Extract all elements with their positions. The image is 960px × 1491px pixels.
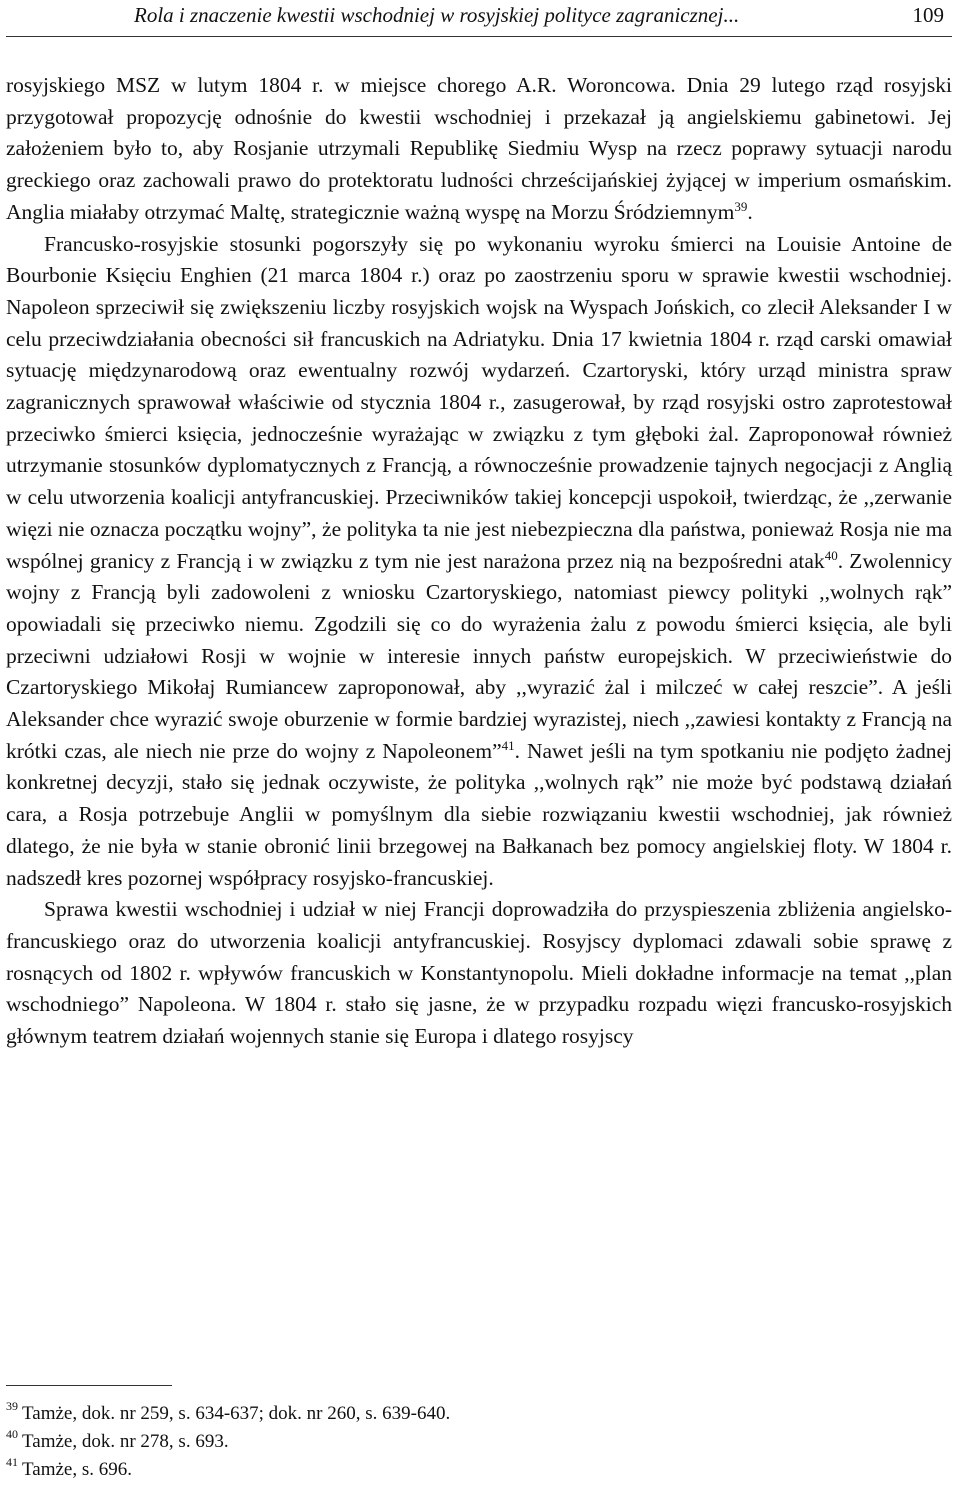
footnote-number: 40 xyxy=(6,1427,18,1441)
footnote-text: Tamże, s. 696. xyxy=(22,1459,133,1480)
page-number: 109 xyxy=(912,3,944,27)
header-rule xyxy=(6,36,952,37)
paragraph xyxy=(6,229,952,895)
text-run: . Zwolennicy wojny z Francją byli zadowoleni z wniosku Czartoryskiego, natomiast piewcy polityki ,,wolnych rąk” opowiadali się przeciwko niemu. Zgodzili się co do wyrażenia żalu z powodu śmierci księcia, ale byli przeciwni udziałowi Rosji w wojnie w interesie innych państw europejskich. W przeciwieństwie do Czartoryskiego Mikołaj Rumiancew zaproponował, aby ,,wyrazić żal i milczeć w całej reszcie”. A jeśli Aleksander chce wyrazić swoje oburzenie w formie bardziej wyrazistej, niech ,,zawiesi kontakty z Francją na krótki czas, ale niech nie prze do wojny z Napoleonem” xyxy=(6,548,953,763)
footnote-text: Tamże, dok. nr 278, s. 693. xyxy=(22,1431,229,1452)
paragraph xyxy=(6,894,952,1053)
paragraph xyxy=(6,70,952,229)
body-text xyxy=(6,70,952,1053)
footnote-ref: 40 xyxy=(824,547,838,563)
footnotes xyxy=(6,1400,952,1484)
footnote-text: Tamże, dok. nr 259, s. 634-637; dok. nr 260, s. 639-640. xyxy=(22,1403,451,1424)
footnote-number: 41 xyxy=(6,1455,18,1469)
text-run: rosyjskiego MSZ w lutym 1804 r. w miejsce chorego A.R. Woroncowa. Dnia 29 lutego rząd rosyjski przygotował propozycję odnośnie do kwestii wschodniej i przekazał ją angielskiemu gabinetowi. Jej założeniem było to, aby Rosjanie utrzymali Republikę Siedmiu Wysp na rzecz poprawy sytuacji narodu greckiego oraz zachowali prawo do protektoratu ludności chrześcijańskiej żyjącej w imperium osmańskim. Anglia miałaby otrzymać Maltę, strategicznie ważną wyspę na Morzu Śródziemnym xyxy=(6,73,952,224)
text-run: Sprawa kwestii wschodniej i udział w niej Francji doprowadziła do przyspieszenia zbliżenia angielsko-francuskiego oraz do utworzenia koalicji antyfrancuskiej. Rosyjscy dyplomaci zdawali sobie sprawę z rosnących od 1802 r. wpływów francuskich w Konstantynopolu. Mieli dokładne informacje na temat ,,plan wschodniego” Napoleona. W 1804 r. stało się jasne, że w przypadku rozpadu więzi francusko-rosyjskich głównym teatrem działań wojennych stanie się Europa i dlatego rosyjscy xyxy=(6,897,952,1049)
footnote-ref: 41 xyxy=(501,737,515,753)
text-run: . Nawet jeśli na tym spotkaniu nie podjęto żadnej konkretnej decyzji, stało się jednak oczywiste, że polityka ,,wolnych rąk” nie może być podstawą działań cara, a Rosja potrzebuje Anglii w pomyślnym dla siebie rozwiązaniu kwestii wschodniej, jak również dlatego, że nie była w stanie obronić linii brzegowej na Bałkanach bez pomocy angielskiej floty. W 1804 r. nadszedł kres pozornej współpracy rosyjsko-francuskiej. xyxy=(6,738,952,890)
footnote-rule xyxy=(6,1385,172,1386)
footnote xyxy=(6,1456,952,1484)
footnote-number: 39 xyxy=(6,1399,18,1413)
text-run: . xyxy=(747,199,753,224)
text-run: Francusko-rosyjskie stosunki pogorszyły się po wykonaniu wyroku śmierci na Louisie Antoine de Bourbonie Księciu Enghien (21 marca 1804 r.) oraz po zaostrzeniu sporu w sprawie kwestii wschodniej. Napoleon sprzeciwił się zwiększeniu liczby rosyjskich wojsk na Wyspach Jońskich, co zlecił Aleksander I w celu przeciwdziałania obecności sił francuskich na Adriatyku. Dnia 17 kwietnia 1804 r. rząd carski omawiał sytuację międzynarodową oraz ewentualny rozwój wydarzeń. Czartoryski, który urząd ministra spraw zagranicznych sprawował właściwie od stycznia 1804 r., zasugerował, by rząd rosyjski ostro zaprotestował przeciwko śmierci księcia, jednocześnie wyrażając w związku z tym głęboki żal. Zaproponował również utrzymanie stosunków dyplomatycznych z Francją, a równocześnie prowadzenie tajnych negocjacji z Anglią w celu utworzenia koalicji antyfrancuskiej. Przeciwników takiej koncepcji uspokoił, twierdząc, że ,,zerwanie więzi nie oznacza początku wojny”, że polityka ta nie jest niebezpieczna dla państwa, ponieważ Rosja nie ma wspólnej granicy z Francją i w związku z tym nie jest narażona przez nią na bezpośredni atak xyxy=(6,231,952,573)
running-title: Rola i znaczenie kwestii wschodniej w rosyjskiej polityce zagranicznej... xyxy=(134,3,740,27)
footnote-ref: 39 xyxy=(734,198,748,214)
footnote xyxy=(6,1400,952,1428)
running-header xyxy=(6,2,954,30)
footnote xyxy=(6,1428,952,1456)
